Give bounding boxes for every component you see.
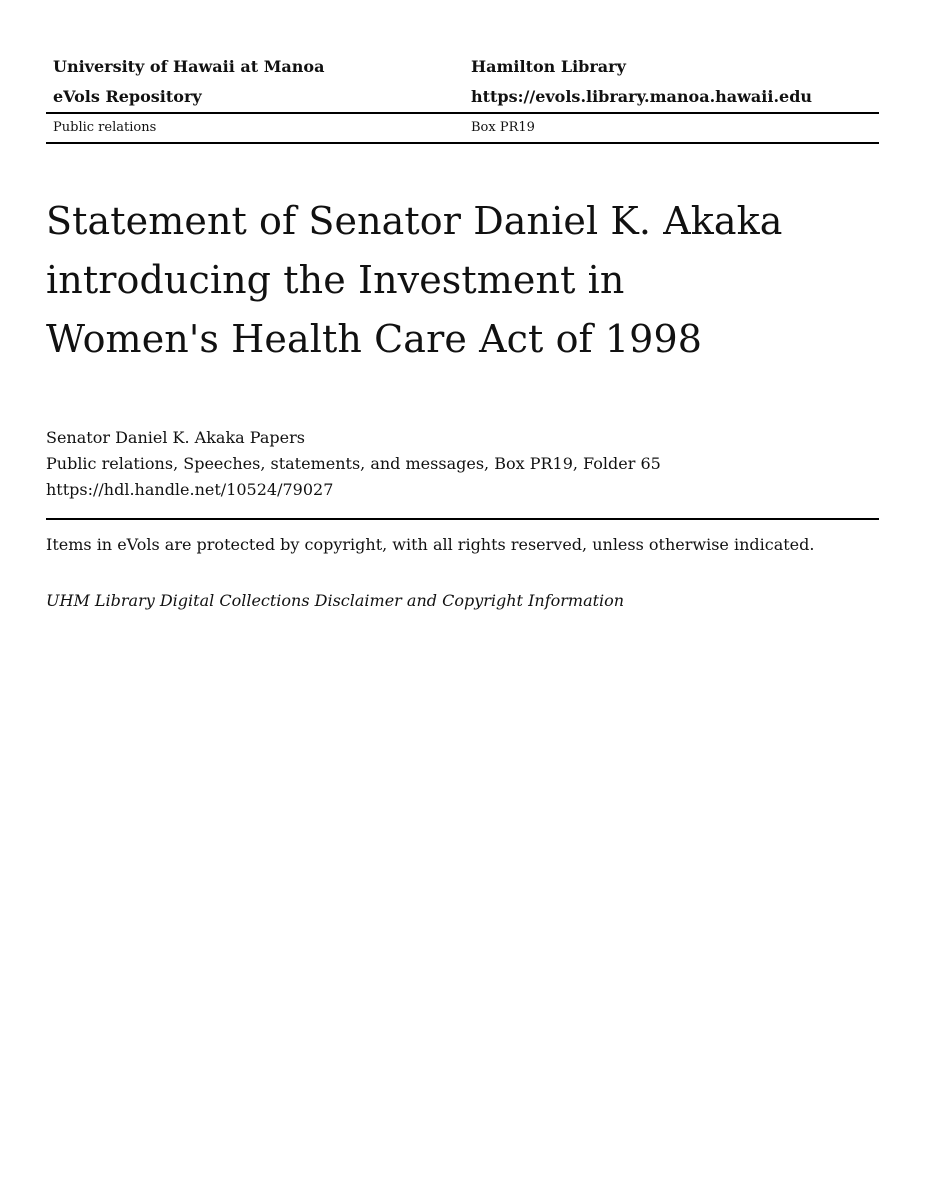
title-line-2: introducing the Investment in — [46, 258, 625, 302]
series-label: Public relations — [53, 120, 157, 135]
metadata-divider — [46, 518, 879, 520]
box-label: Box PR19 — [471, 120, 535, 135]
header-row-2 — [46, 82, 879, 112]
folder-location: Public relations, Speeches, statements, and messages, Box PR19, Folder 65 — [46, 454, 661, 473]
collection-name: Senator Daniel K. Akaka Papers — [46, 428, 305, 447]
document-metadata — [46, 425, 879, 503]
disclaimer-link[interactable]: UHM Library Digital Collections Disclaimer and Copyright Information — [46, 591, 625, 610]
repository-name: eVols Repository — [53, 87, 202, 106]
handle-link[interactable]: https://hdl.handle.net/10524/79027 — [46, 480, 334, 499]
institution-name: University of Hawaii at Manoa — [53, 57, 325, 76]
library-name: Hamilton Library — [471, 57, 626, 76]
repository-header — [46, 52, 879, 144]
title-line-1: Statement of Senator Daniel K. Akaka — [46, 199, 783, 243]
header-divider-bottom — [46, 142, 879, 144]
document-page — [46, 0, 879, 614]
title-line-3: Women's Health Care Act of 1998 — [46, 317, 703, 361]
header-row-1 — [46, 52, 879, 82]
rights-statement: Items in eVols are protected by copyright, with all rights reserved, unless otherwise indicated. — [46, 535, 815, 554]
document-title — [46, 192, 806, 369]
repository-url-link[interactable]: https://evols.library.manoa.hawaii.edu — [471, 87, 813, 106]
header-row-3 — [46, 114, 879, 142]
